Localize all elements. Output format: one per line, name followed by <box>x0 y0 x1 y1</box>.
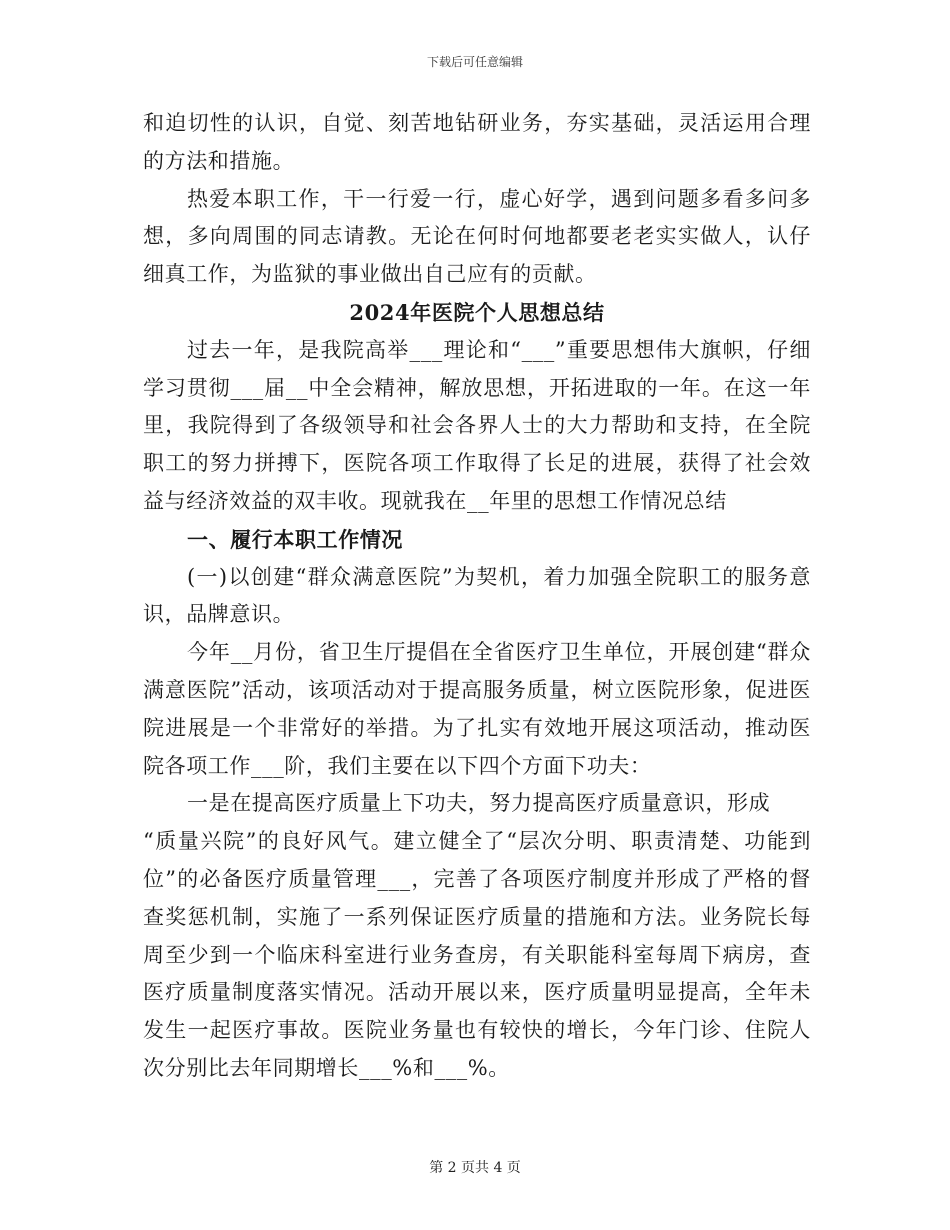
page-header: 下载后可任意编辑 <box>426 55 523 69</box>
paragraph: 一是在提高医疗质量上下功夫，努力提高医疗质量意识，形成 <box>187 791 771 816</box>
document-body <box>143 105 811 1088</box>
paragraph: 今年__月份，省卫生厅提倡在全省医疗卫生单位，开展创建“群众满意医院”活动，该项活动对于提高服务质量，树立医院形象，促进医院进展是一个非常好的举措。为了扎实有效地开展这项活动，推动医院各项工作___阶，我们主要在以下四个方面下功夫： <box>143 640 811 778</box>
paragraph: 热爱本职工作，干一行爱一行，虚心好学，遇到问题多看多问多想，多向周围的同志请教。无论在何时何地都要老老实实做人，认仔细真工作，为监狱的事业做出自己应有的贡献。 <box>143 186 811 287</box>
paragraph: (一)以创建“群众满意医院”为契机，着力加强全院职工的服务意识，品牌意识。 <box>143 564 811 627</box>
paragraph-continued: “质量兴院”的良好风气。建立健全了“层次分明、职责清楚、功能到位”的必备医疗质量管理___，完善了各项医疗制度并形成了严格的督查奖惩机制，实施了一系列保证医疗质量的措施和方法。业务院长每周至少到一个临床科室进行业务查房，有关职能科室每周下病房，查医疗质量制度落实情况。活动开展以来，医疗质量明显提高，全年未发生一起医疗事故。医院业务量也有较快的增长，今年门诊、住院人次分别比去年同期增长___%和___%。 <box>143 829 811 1080</box>
section-title: 2024年医院个人思想总结 <box>349 299 605 325</box>
page-footer: 第 2 页共 4 页 <box>429 1160 521 1176</box>
section-heading: 一、履行本职工作情况 <box>187 526 403 552</box>
paragraph: 过去一年，是我院高举___理论和“___”重要思想伟大旗帜，仔细学习贯彻___届__中全会精神，解放思想，开拓进取的一年。在这一年里，我院得到了各级领导和社会各界人士的大力帮助和支持，在全院职工的努力拼搏下，医院各项工作取得了长足的进展，获得了社会效益与经济效益的双丰收。现就我在__年里的思想工作情况总结 <box>143 337 811 513</box>
paragraph-continued: 和迫切性的认识，自觉、刻苦地钻研业务，夯实基础，灵活运用合理的方法和措施。 <box>143 111 811 173</box>
